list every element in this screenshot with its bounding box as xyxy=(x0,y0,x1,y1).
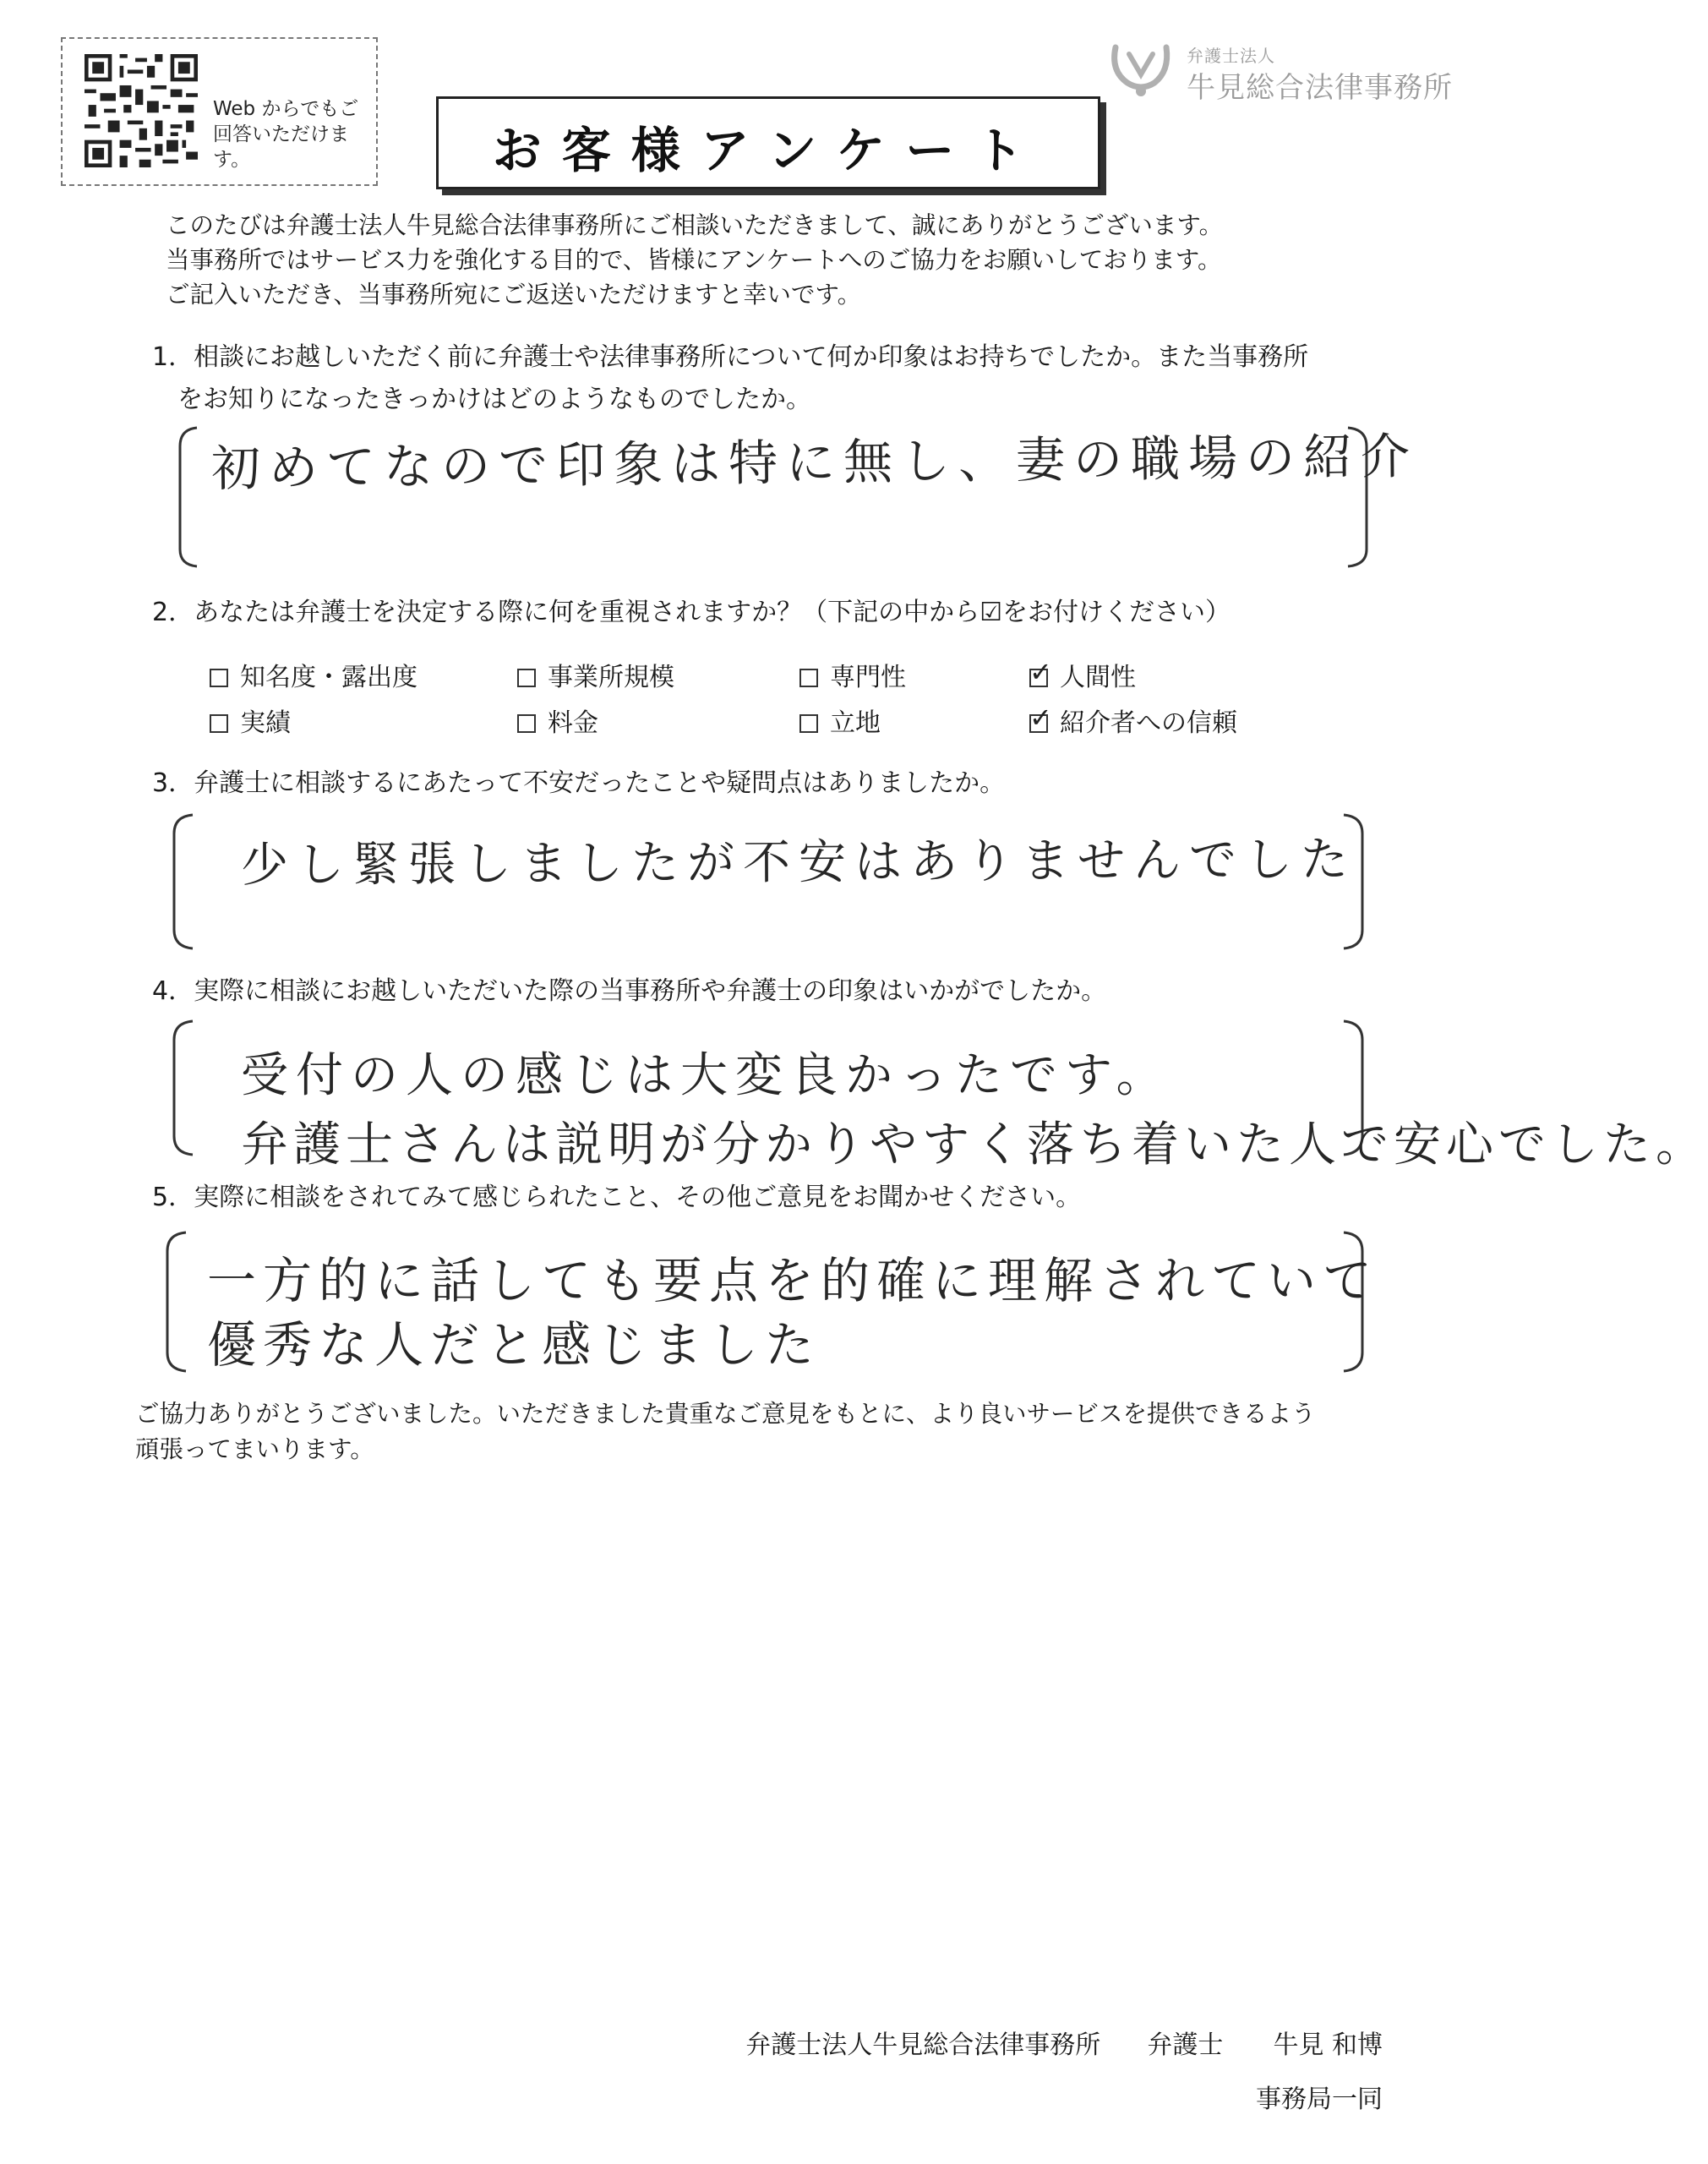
intro-line: このたびは弁護士法人牛見総合法律事務所にご相談いただきまして、誠にありがとうございます。 xyxy=(166,211,1224,239)
logo-name: 牛見総合法律事務所 xyxy=(1187,71,1453,105)
question-3: 3．弁護士に相談するにあたって不安だったことや疑問点はありましたか。 xyxy=(152,768,1006,798)
question-4: 4．実際に相談にお越しいただいた際の当事務所や弁護士の印象はいかがでしたか。 xyxy=(152,976,1107,1006)
option-personality[interactable] xyxy=(1029,656,1136,695)
qr-note: Web からでもご回答いただけます。 xyxy=(213,98,359,171)
answer-3-handwriting: 少し緊張しましたが不安はありませんでした xyxy=(240,832,1357,893)
ox-logo-icon xyxy=(1107,37,1175,101)
question-5: 5．実際に相談をされてみて感じられたこと、その他ご意見をお聞かせください。 xyxy=(152,1183,1082,1212)
question-1-line1: 1．相談にお越しいただく前に弁護士や法律事務所について何か印象はお持ちでしたか。また当事務所 xyxy=(152,342,1309,372)
signature-role: 弁護士 xyxy=(1147,2030,1224,2060)
closing-line: 頑張ってまいります。 xyxy=(135,1435,374,1463)
option-label: 知名度・露出度 xyxy=(240,663,417,692)
intro-line: ご記入いただき、当事務所宛にご返送いただけますと幸いです。 xyxy=(166,281,862,309)
checkbox-expertise[interactable] xyxy=(799,669,818,687)
option-label: 専門性 xyxy=(830,663,906,692)
option-fee[interactable] xyxy=(517,707,598,740)
logo-subtitle: 弁護士法人 xyxy=(1187,46,1275,66)
check-mark-icon: ✓ xyxy=(1029,702,1052,734)
answer-1-handwriting: 初めてなので印象は特に無し、妻の職場の紹介 xyxy=(210,427,1419,498)
option-label: 立地 xyxy=(830,708,881,738)
survey-title-box xyxy=(436,96,1100,189)
option-expertise[interactable] xyxy=(799,661,906,695)
checkbox-awareness[interactable] xyxy=(210,669,228,687)
option-label: 紹介者への信頼 xyxy=(1060,708,1237,738)
intro-text xyxy=(166,208,1366,312)
signature-office: 弁護士法人牛見総合法律事務所 xyxy=(745,2030,1101,2060)
answer-4-handwriting-line2: 弁護士さんは説明が分かりやすく落ち着いた人で安心でした。 xyxy=(241,1118,1708,1172)
checkbox-fee[interactable] xyxy=(517,714,536,733)
checkbox-track-record[interactable] xyxy=(210,714,228,733)
option-referrer-trust[interactable] xyxy=(1029,702,1237,740)
qr-code-panel xyxy=(61,37,378,186)
page-title: お客様アンケート xyxy=(492,122,1045,179)
option-label: 料金 xyxy=(548,708,598,738)
intro-line: 当事務所ではサービス力を強化する目的で、皆様にアンケートへのご協力をお願いしております。 xyxy=(166,246,1222,274)
option-label: 人間性 xyxy=(1060,663,1136,692)
signature-staff: 事務局一同 xyxy=(1256,2085,1383,2114)
question-1 xyxy=(152,336,1403,421)
checkbox-office-size[interactable] xyxy=(517,669,536,687)
closing-text xyxy=(135,1396,1403,1467)
question-2: 2．あなたは弁護士を決定する際に何を重視されますか？（下記の中から☑をお付けください） xyxy=(152,598,1231,627)
checkbox-location[interactable] xyxy=(799,714,818,733)
checkbox-personality[interactable] xyxy=(1029,656,1052,688)
firm-logo xyxy=(1107,37,1462,105)
option-label: 実績 xyxy=(240,708,291,738)
option-office-size[interactable] xyxy=(517,661,674,695)
option-awareness[interactable] xyxy=(210,661,417,695)
option-label: 事業所規模 xyxy=(548,663,674,692)
answer-4-handwriting-line1: 受付の人の感じは大変良かったです。 xyxy=(241,1048,1171,1103)
option-location[interactable] xyxy=(799,707,881,740)
answer-5-handwriting-line2: 優秀な人だと感じました xyxy=(207,1316,821,1374)
option-track-record[interactable] xyxy=(210,707,291,740)
qr-code-icon xyxy=(85,54,198,167)
check-mark-icon: ✓ xyxy=(1029,656,1052,688)
signature-line xyxy=(740,2024,1383,2061)
answer-5-handwriting-line1: 一方的に話しても要点を的確に理解されていて xyxy=(207,1252,1379,1309)
checkbox-referrer-trust[interactable] xyxy=(1029,702,1052,734)
closing-line: ご協力ありがとうございました。いただきました貴重なご意見をもとに、より良いサービスを提供できるよう xyxy=(135,1400,1316,1428)
signature-lawyer: 牛見 和博 xyxy=(1273,2030,1383,2060)
question-1-line2: をお知りになったきっかけはどのようなものでしたか。 xyxy=(177,385,811,414)
